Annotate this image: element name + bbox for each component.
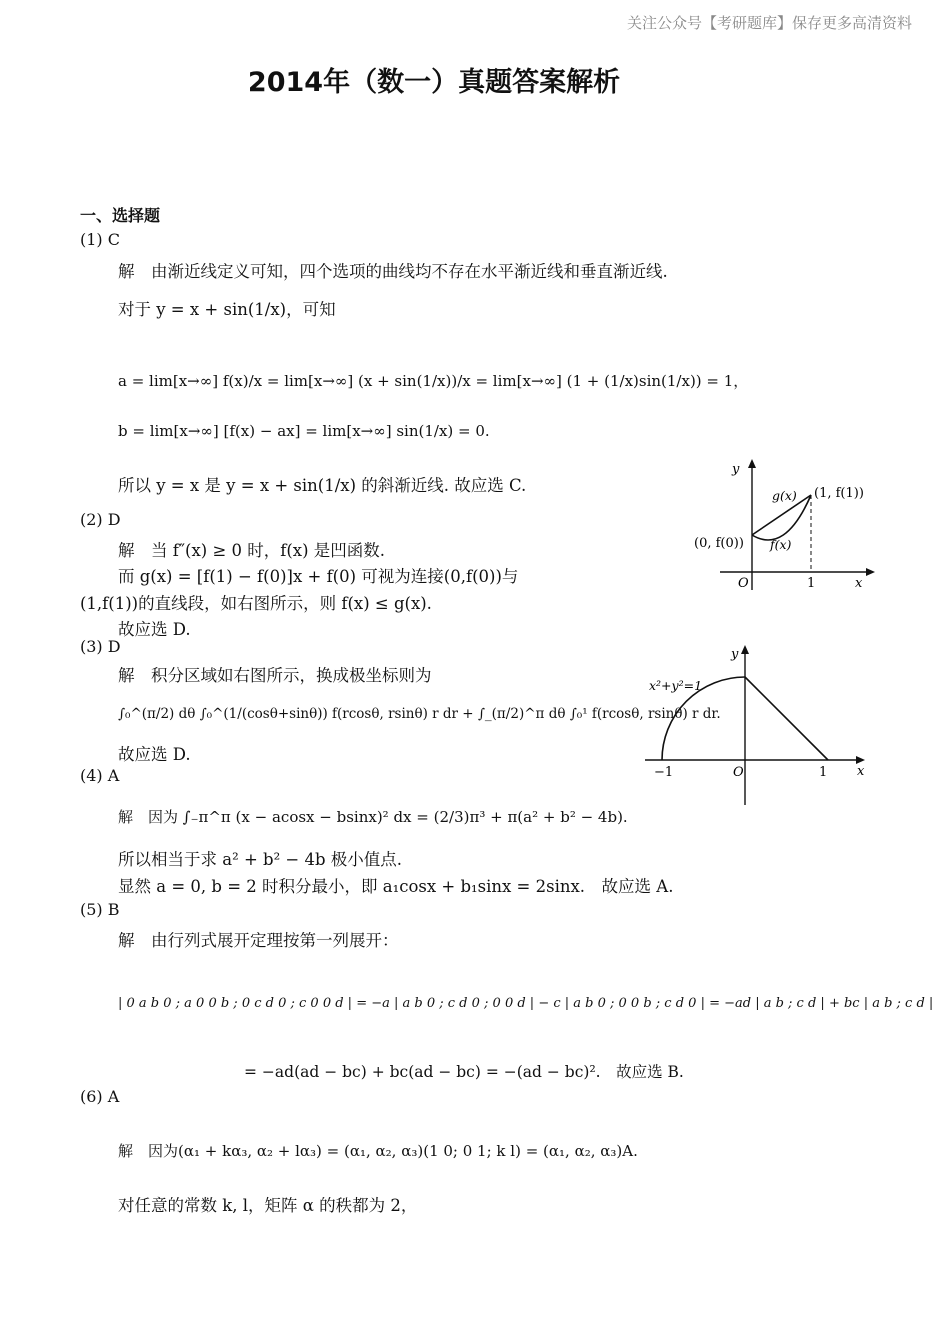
question-number: (1) C (80, 230, 120, 249)
solution-line: 显然 a = 0, b = 2 时积分最小，即 a₁cosx + b₁sinx = 2sinx. 故应选 A. (118, 877, 674, 896)
solution-line: (1,f(1))的直线段，如右图所示，则 f(x) ≤ g(x). (80, 594, 432, 613)
page-title: 2014年（数一）真题答案解析 (247, 67, 621, 98)
watermark: 关注公众号【考研题库】保存更多高清资料 (626, 14, 912, 32)
solution-line: 解 由渐近线定义可知，四个选项的曲线均不存在水平渐近线和垂直渐近线. (118, 262, 668, 281)
y-axis-label: y (732, 462, 740, 477)
formula-line: a = lim[x→∞] f(x)/x = lim[x→∞] (x + sin(1/x))/x = lim[x→∞] (1 + (1/x)sin(1/x)) = 1， (118, 372, 749, 390)
convex-function-figure (690, 455, 890, 600)
question-number: (2) D (80, 510, 121, 529)
solution-line: 对任意的常数 k, l，矩阵 α 的秩都为 2， (118, 1196, 418, 1215)
solution-line: 所以 y = x 是 y = x + sin(1/x) 的斜渐近线. 故应选 C. (118, 476, 527, 495)
formula-line: ∫₀^(π/2) dθ ∫₀^(1/(cosθ+sinθ)) f(rcosθ, rsinθ) r dr + ∫_(π/2)^π dθ ∫₀¹ f(rcosθ, rsinθ) r dr. (118, 706, 721, 722)
solution-line: 而 g(x) = [f(1) − f(0)]x + f(0) 可视为连接(0,f(0))与 (118, 567, 519, 586)
question-number: (3) D (80, 637, 121, 656)
question-number: (4) A (80, 766, 120, 785)
question-number: (5) B (80, 900, 120, 919)
question-number: (6) A (80, 1087, 120, 1106)
solution-line: 故应选 D. (118, 620, 191, 639)
g-curve-label: g(x) (772, 488, 797, 503)
formula-line: 解 因为(α₁ + kα₃, α₂ + lα₃) = (α₁, α₂, α₃)(1 0; 0 1; k l) = (α₁, α₂, α₃)A. (118, 1142, 638, 1160)
formula-line: b = lim[x→∞] [f(x) − ax] = lim[x→∞] sin(1/x) = 0. (118, 422, 490, 440)
origin-label: O (733, 765, 744, 780)
x-axis-label: x (857, 764, 865, 779)
x-axis-label: x (855, 576, 863, 591)
circle-equation-label: x²+y²=1 (649, 678, 703, 693)
origin-label: O (738, 576, 749, 591)
section-heading: 一、选择题 (80, 206, 161, 225)
integration-region-figure (645, 640, 875, 808)
point-label: (0, f(0)) (694, 536, 744, 551)
determinant-expansion: | 0 a b 0 ; a 0 0 b ; 0 c d 0 ; c 0 0 d | = −a | a b 0 ; c d 0 ; 0 0 d | − c | a b 0 ; 0 0 b ; c d 0 | = −ad | a b ; c d | + bc | a b ; c d | (118, 996, 934, 1011)
solution-line: 解 由行列式展开定理按第一列展开： (118, 931, 399, 950)
f-curve-label: f(x) (770, 537, 792, 552)
tick-label: −1 (654, 765, 674, 780)
solution-line: 对于 y = x + sin(1/x)，可知 (118, 300, 336, 319)
formula-line: = −ad(ad − bc) + bc(ad − bc) = −(ad − bc)². 故应选 B. (244, 1063, 684, 1081)
y-axis-label: y (731, 647, 739, 662)
formula-line: 解 因为 ∫₋π^π (x − acosx − bsinx)² dx = (2/3)π³ + π(a² + b² − 4b). (118, 808, 628, 826)
solution-line: 解 当 f″(x) ≥ 0 时，f(x) 是凹函数. (118, 541, 386, 560)
solution-line: 故应选 D. (118, 745, 191, 764)
tick-label: 1 (819, 765, 828, 780)
solution-line: 解 积分区域如右图所示，换成极坐标则为 (118, 666, 432, 685)
solution-line: 所以相当于求 a² + b² − 4b 极小值点. (118, 850, 403, 869)
point-label: (1, f(1)) (814, 486, 864, 501)
tick-label: 1 (807, 576, 816, 591)
